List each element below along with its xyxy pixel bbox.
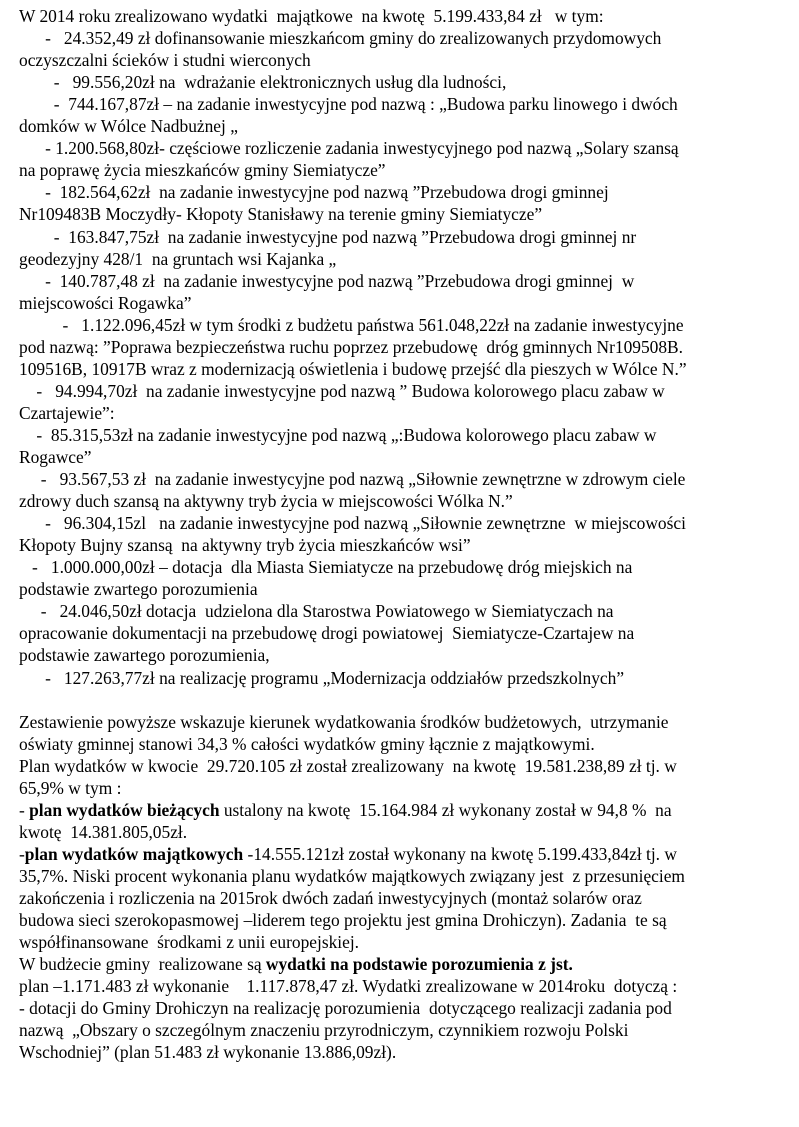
text-line (19, 72, 799, 94)
text-segment: współfinansowane środkami z unii europejskiej. (19, 932, 360, 953)
text-line (19, 976, 799, 998)
text-segment: - 93.567,53 zł na zadanie inwestycyjne pod nazwą „Siłownie zewnętrzne w zdrowym ciele (19, 469, 686, 490)
text-line (19, 645, 799, 667)
text-segment: - 744.167,87zł – na zadanie inwestycyjne pod nazwą : „Budowa parku linowego i dwóch (19, 94, 678, 115)
text-segment: geodezyjny 428/1 na gruntach wsi Kajanka „ (19, 248, 337, 269)
text-segment: - 99.556,20zł na wdrażanie elektronicznych usług dla ludności, (19, 72, 507, 93)
text-segment: - 140.787,48 zł na zadanie inwestycyjne pod nazwą ”Przebudowa drogi gminnej w (19, 270, 635, 291)
text-line (19, 601, 799, 623)
text-line (19, 469, 799, 491)
text-segment: - 96.304,15zl na zadanie inwestycyjne pod nazwą „Siłownie zewnętrzne w miejscowości (19, 513, 686, 534)
text-line (19, 271, 799, 293)
bold-text: plan wydatków majątkowych (24, 843, 244, 864)
text-line (19, 690, 799, 712)
text-line (19, 866, 799, 888)
text-segment: - 182.564,62zł na zadanie inwestycyjne pod nazwą ”Przebudowa drogi gminnej (19, 182, 609, 203)
text-segment: - 1.122.096,45zł w tym środki z budżetu państwa 561.048,22zł na zadanie inwestycyjne (19, 314, 684, 335)
text-line (19, 160, 799, 182)
text-line (19, 359, 799, 381)
text-segment: W 2014 roku zrealizowano wydatki majątkowe na kwotę 5.199.433,84 zł w tym: (19, 6, 604, 26)
text-line (19, 932, 799, 954)
text-line (19, 315, 799, 337)
text-segment: - 94.994,70zł na zadanie inwestycyjne pod nazwą ” Budowa kolorowego placu zabaw w (19, 380, 665, 401)
text-segment: - 1.200.568,80zł- częściowe rozliczenie zadania inwestycyjnego pod nazwą „Solary szansą (19, 138, 679, 159)
text-line (19, 6, 799, 28)
text-segment: podstawie zawartego porozumienia, (19, 645, 270, 666)
text-segment: zakończenia i rozliczenia na 2015rok dwóch zadań inwestycyjnych (montaż solarów oraz (19, 888, 642, 908)
text-line (19, 800, 799, 822)
bold-text: wydatki na podstawie porozumienia z jst. (265, 954, 573, 975)
text-line (19, 756, 799, 778)
text-segment: 109516B, 10917B wraz z modernizacją oświetlenia i budowę przejść dla pieszych w Wólce N.” (19, 358, 687, 379)
text-segment: - dotacji do Gminy Drohiczyn na realizację porozumienia dotyczącego realizacji zadania pod (19, 998, 672, 1019)
text-segment: Wschodniej” (plan 51.483 zł wykonanie 13.886,09zł). (19, 1042, 397, 1063)
text-line (19, 844, 799, 866)
text-segment: - 127.263,77zł na realizację programu „Modernizacja oddziałów przedszkolnych” (19, 667, 625, 688)
text-line (19, 734, 799, 756)
text-segment: domków w Wólce Nadbużnej „ (19, 116, 238, 137)
text-line (19, 50, 799, 72)
text-segment: 35,7%. Niski procent wykonania planu wydatków majątkowych związany jest z przesunięciem (19, 865, 685, 886)
text-segment: Rogawce” (19, 447, 92, 467)
text-segment: pod nazwą: ”Poprawa bezpieczeństwa ruchu poprzez przebudowę dróg gminnych Nr109508B. (19, 336, 683, 357)
text-line (19, 28, 799, 50)
text-segment: ustalony na kwotę 15.164.984 zł wykonany został w 94,8 % na (219, 799, 672, 820)
text-segment: Kłopoty Bujny szansą na aktywny tryb życia mieszkańców wsi” (19, 535, 471, 556)
text-segment: - 1.000.000,00zł – dotacja dla Miasta Siemiatycze na przebudowę dróg miejskich na (19, 557, 633, 578)
text-line (19, 579, 799, 601)
text-line (19, 557, 799, 579)
text-segment: opracowanie dokumentacji na przebudowę drogi powiatowej Siemiatycze-Czartajew na (19, 623, 635, 644)
text-line (19, 182, 799, 204)
text-segment: Zestawienie powyższe wskazuje kierunek wydatkowania środków budżetowych, utrzymanie (19, 711, 669, 732)
text-line (19, 954, 799, 976)
text-line (19, 204, 799, 226)
text-segment: - 163.847,75zł na zadanie inwestycyjne pod nazwą ”Przebudowa drogi gminnej nr (19, 226, 637, 247)
text-line (19, 778, 799, 800)
text-segment: W budżecie gminy realizowane są (19, 954, 266, 975)
text-segment: budowa sieci szerokopasmowej –liderem tego projektu jest gmina Drohiczyn). Zadania te są (19, 910, 667, 931)
text-segment: oczyszczalni ścieków i studni wierconych (19, 50, 311, 71)
text-line (19, 910, 799, 932)
text-segment: podstawie zwartego porozumienia (19, 579, 258, 600)
text-line (19, 116, 799, 138)
text-segment: - 24.046,50zł dotacja udzielona dla Starostwa Powiatowego w Siemiatyczach na (19, 601, 614, 622)
text-segment: - (19, 843, 25, 864)
bold-text: plan wydatków bieżących (29, 799, 220, 820)
text-segment: oświaty gminnej stanowi 34,3 % całości wydatków gminy łącznie z majątkowymi. (19, 733, 595, 754)
text-segment: plan –1.171.483 zł wykonanie 1.117.878,47 zł. Wydatki zrealizowane w 2014roku dotyczą : (19, 976, 678, 997)
text-segment: 65,9% w tym : (19, 777, 122, 798)
text-segment: -14.555.121zł został wykonany na kwotę 5.199.433,84zł tj. w (243, 843, 677, 864)
text-segment: Nr109483B Moczydły- Kłopoty Stanisławy na terenie gminy Siemiatycze” (19, 204, 543, 225)
text-line (19, 491, 799, 513)
text-line (19, 1042, 799, 1064)
text-line (19, 668, 799, 690)
text-line (19, 712, 799, 734)
text-segment: na poprawę życia mieszkańców gminy Siemiatycze” (19, 160, 386, 181)
text-line (19, 513, 799, 535)
text-line (19, 623, 799, 645)
text-segment: - 24.352,49 zł dofinansowanie mieszkańcom gminy do zrealizowanych przydomowych (19, 28, 662, 49)
text-line (19, 94, 799, 116)
text-line (19, 535, 799, 557)
text-line (19, 1020, 799, 1042)
text-line (19, 249, 799, 271)
text-line (19, 337, 799, 359)
text-segment: nazwą „Obszary o szczególnym znaczeniu przyrodniczym, czynnikiem rozwoju Polski (19, 1020, 629, 1041)
text-segment: Plan wydatków w kwocie 29.720.105 zł został zrealizowany na kwotę 19.581.238,89 zł tj. w (19, 755, 677, 776)
text-line (19, 381, 799, 403)
text-line (19, 227, 799, 249)
text-line (19, 998, 799, 1020)
text-segment: zdrowy duch szansą na aktywny tryb życia w miejscowości Wólka N.” (19, 491, 513, 512)
text-segment: kwotę 14.381.805,05zł. (19, 821, 188, 842)
text-line (19, 293, 799, 315)
text-segment: Czartajewie”: (19, 402, 115, 423)
text-segment: - (19, 799, 30, 820)
text-line (19, 138, 799, 160)
text-line (19, 888, 799, 910)
text-line (19, 447, 799, 469)
text-line (19, 822, 799, 844)
text-line (19, 425, 799, 447)
text-segment: miejscowości Rogawka” (19, 292, 192, 313)
text-line (19, 403, 799, 425)
text-segment: - 85.315,53zł na zadanie inwestycyjne pod nazwą „:Budowa kolorowego placu zabaw w (19, 424, 657, 445)
